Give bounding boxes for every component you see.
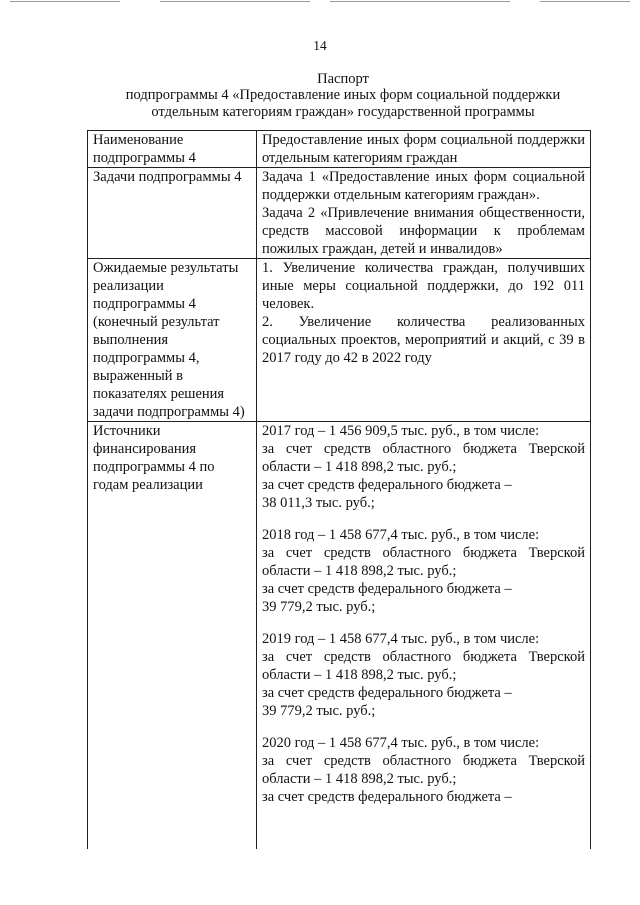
funding-regional: за счет средств областного бюджета Тверской области – 1 418 898,2 тыс. руб.; <box>262 545 585 579</box>
funding-federal-amount: 38 011,3 тыс. руб.; <box>262 495 375 511</box>
table-row <box>88 168 591 259</box>
value-paragraph: 1. Увеличение количества граждан, получивших иные меры социальной поддержки, до 192 011 человек. <box>262 260 585 312</box>
funding-federal-intro: за счет средств федерального бюджета – <box>262 789 512 805</box>
row-value <box>257 168 591 259</box>
value-paragraph: Задача 2 «Привлечение внимания общественности, средств массовой информации к проблемам пожилых граждан, детей и инвалидов» <box>262 205 585 257</box>
funding-cell <box>257 422 591 867</box>
document-subtitle-line-1: подпрограммы 4 «Предоставление иных форм социальной поддержки <box>125 87 561 103</box>
page-number: 14 <box>313 38 327 53</box>
funding-year-total: 2019 год – 1 458 677,4 тыс. руб., в том числе: <box>262 631 540 647</box>
funding-federal-intro: за счет средств федерального бюджета – <box>262 477 512 493</box>
funding-federal-amount: 39 779,2 тыс. руб.; <box>262 703 376 719</box>
funding-year-total: 2020 год – 1 458 677,4 тыс. руб., в том числе: <box>262 735 540 751</box>
funding-block-2018 <box>262 526 585 616</box>
row-value <box>257 259 591 422</box>
row-label: Задачи подпрограммы 4 <box>88 168 257 259</box>
funding-federal-intro: за счет средств федерального бюджета – <box>262 581 512 597</box>
funding-year-total: 2018 год – 1 458 677,4 тыс. руб., в том числе: <box>262 527 540 543</box>
page-bottom-margin <box>0 849 640 905</box>
passport-table <box>87 130 591 867</box>
row-label: Ожидаемые результаты реализации подпрограммы 4 (конечный результат выполнения подпрограммы 4, выраженный в показателях решения задачи подпрограммы 4) <box>88 259 257 422</box>
document-title: Паспорт <box>317 71 369 87</box>
table-row <box>88 422 591 867</box>
value-paragraph: 2. Увеличение количества реализованных социальных проектов, мероприятий и акций, с 39 в 2017 году до 42 в 2022 году <box>262 314 585 366</box>
value-paragraph: Предоставление иных форм социальной поддержки отдельным категориям граждан <box>262 132 585 166</box>
table-row <box>88 259 591 422</box>
row-label: Источники финансирования подпрограммы 4 по годам реализации <box>88 422 257 867</box>
value-paragraph: Задача 1 «Предоставление иных форм социальной поддержки отдельным категориям граждан». <box>262 169 585 203</box>
funding-block-2017 <box>262 422 585 512</box>
funding-regional: за счет средств областного бюджета Тверской области – 1 418 898,2 тыс. руб.; <box>262 441 585 475</box>
funding-regional: за счет средств областного бюджета Тверской области – 1 418 898,2 тыс. руб.; <box>262 649 585 683</box>
row-label: Наименование подпрограммы 4 <box>88 131 257 168</box>
row-value <box>257 131 591 168</box>
funding-year-total: 2017 год – 1 456 909,5 тыс. руб., в том числе: <box>262 423 540 439</box>
funding-block-2019 <box>262 630 585 720</box>
scan-top-edge <box>0 0 640 6</box>
funding-federal-intro: за счет средств федерального бюджета – <box>262 685 512 701</box>
document-subtitle-line-2: отдельным категориям граждан» государственной программы <box>151 104 535 120</box>
table-row <box>88 131 591 168</box>
funding-regional: за счет средств областного бюджета Тверской области – 1 418 898,2 тыс. руб.; <box>262 753 585 787</box>
funding-federal-amount: 39 779,2 тыс. руб.; <box>262 599 376 615</box>
funding-block-2020 <box>262 734 585 806</box>
